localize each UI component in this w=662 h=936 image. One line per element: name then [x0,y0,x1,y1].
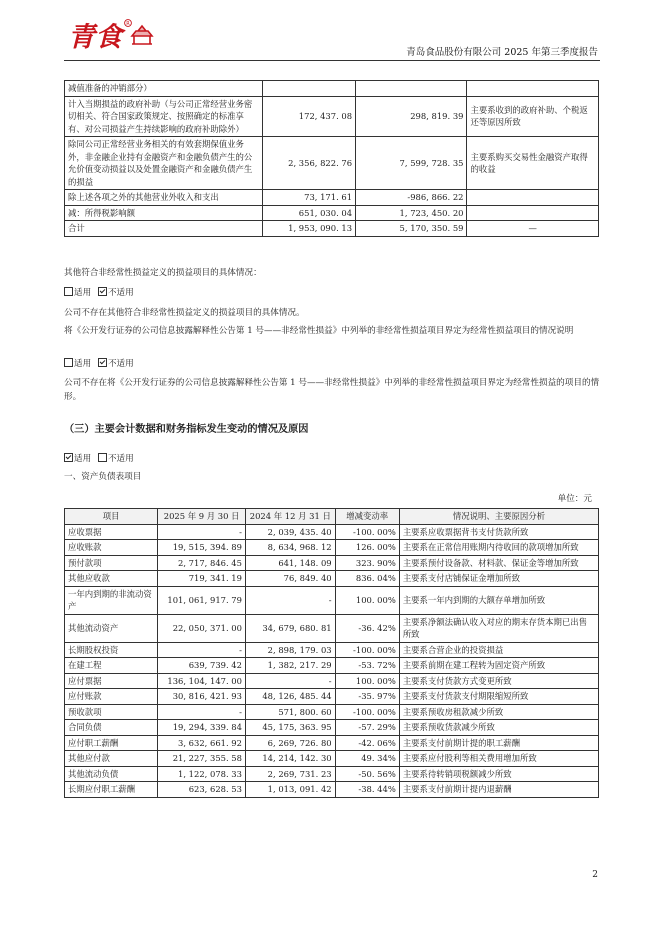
table-row [65,221,599,237]
balance-sheet-subtitle: 一、资产负债表项目 [64,472,142,482]
unit-label: 单位：元 [557,494,592,504]
cell-item: 应付票据 [65,673,158,689]
cell-item: 其他流动资产 [65,614,158,642]
section-title: （三）主要会计数据和财务指标发生变动的情况及原因 [64,424,309,435]
cell-value: -986, 866. 22 [356,190,467,206]
option-label: 适用 [74,288,92,298]
cell-value: 2, 717, 846. 45 [158,555,246,571]
cell-item: 计入当期损益的政府补助（与公司正常经营业务密切相关、符合国家政策规定、按照确定的标准享有、对公司损益产生持续影响的政府补助除外） [65,96,263,137]
cell-value: 3, 632, 661. 92 [158,735,246,751]
cell-value: - [158,524,246,540]
document-title: 青岛食品股份有限公司 2025 年第三季度报告 [406,47,598,58]
cell-value: 639, 739. 42 [158,658,246,674]
cell-item: 应收账款 [65,540,158,556]
cell-value: 21, 227, 355. 58 [158,751,246,767]
cell-value: 1, 382, 217. 29 [245,658,335,674]
cell-value: 19, 294, 339. 84 [158,720,246,736]
cell-item: 在建工程 [65,658,158,674]
table-row [65,571,599,587]
cell-item: 预付款项 [65,555,158,571]
reclassification-heading: 将《公开发行证券的公司信息披露解释性公告第 1 号——非经常性损益》中列举的非经常性损益项目界定为经常性损益项目的情况说明 [64,326,574,336]
section-applicability-options [64,452,600,466]
checkbox-not-applicable[interactable] [98,453,107,462]
cell-item: 合计 [65,221,263,237]
cell-change-rate: 100. 00% [335,586,399,614]
cell-value: - [158,704,246,720]
cell-value: 73, 171. 61 [262,190,355,206]
table-header-row [65,509,599,525]
cell-item: 除同公司正常经营业务相关的有效套期保值业务外，非金融企业持有金融资产和金融负债产生的公允价值变动损益以及处置金融资产和金融负债产生的损益 [65,137,263,190]
table-row [65,658,599,674]
other-items-statement: 公司不存在其他符合非经常性损益定义的损益项目的具体情况。 [64,308,305,318]
cell-value: 7, 599, 728. 35 [356,137,467,190]
column-header: 2025 年 9 月 30 日 [158,509,246,525]
reclassification-statement: 公司不存在将《公开发行证券的公司信息披露解释性公告第 1 号——非经常性损益》中列举的非经常性损益项目界定为经常性损益的项目的情形。 [64,378,600,402]
cell-value: 76, 849. 40 [245,571,335,587]
cell-change-rate: 49. 34% [335,751,399,767]
cell-note: 主要系购买交易性金融资产取得的收益 [467,137,599,190]
cell-item: 合同负债 [65,720,158,736]
cell-value: 22, 050, 371. 00 [158,614,246,642]
cell-value: 6, 269, 726. 80 [245,735,335,751]
cell-change-rate: 126. 00% [335,540,399,556]
cell-change-rate: -100. 00% [335,642,399,658]
cell-note: 主要系支付前期计提内退薪酬 [399,782,598,798]
table-row [65,782,599,798]
cell-value: 2, 269, 731. 23 [245,766,335,782]
cell-value: 2, 356, 822. 76 [262,137,355,190]
table-row [65,96,599,137]
cell-value: 298, 819. 39 [356,96,467,137]
cell-note: 主要系净额法确认收入对应的期末存货本期已出售所致 [399,614,598,642]
cell-value: 1, 122, 078. 33 [158,766,246,782]
checkbox-not-applicable[interactable] [98,287,107,296]
checkbox-not-applicable[interactable] [98,358,107,367]
cell-note: 主要系在正常信用账期内待收回的款项增加所致 [399,540,598,556]
cell-note: 主要系支付店铺保证金增加所致 [399,571,598,587]
table-row [65,751,599,767]
cell-item: 应收票据 [65,524,158,540]
other-items-heading: 其他符合非经常性损益定义的损益项目的具体情况： [64,268,262,278]
cell-value: 48, 126, 485. 44 [245,689,335,705]
cell-note: 主要系合营企业的投资损益 [399,642,598,658]
logo-text: 青食 [68,22,122,53]
cell-note: 主要系应收票据背书支付货款所致 [399,524,598,540]
cell-value: 1, 723, 450. 20 [356,205,467,221]
cell-value: 8, 634, 968. 12 [245,540,335,556]
cell-note: 主要系一年内到期的大额存单增加所致 [399,586,598,614]
cell-note: 主要系收到的政府补助、个税返还等原因所致 [467,96,599,137]
cell-note: — [467,221,599,237]
table-row [65,766,599,782]
cell-value: 623, 628. 53 [158,782,246,798]
cell-note [467,190,599,206]
cell-note: 主要系应付股利等相关费用增加所致 [399,751,598,767]
cell-value: 1, 013, 091. 42 [245,782,335,798]
column-header: 2024 年 12 月 31 日 [245,509,335,525]
non-recurring-gains-table [64,80,599,237]
cell-value: 34, 679, 680. 81 [245,614,335,642]
table-row [65,720,599,736]
table-row [65,524,599,540]
option-label: 适用 [74,359,92,369]
cell-note [467,205,599,221]
cell-item: 应付账款 [65,689,158,705]
page-header [64,10,600,61]
option-label: 不适用 [107,288,134,298]
cell-change-rate: 323. 90% [335,555,399,571]
option-label: 不适用 [107,454,134,464]
cell-value [356,81,467,97]
table-row [65,81,599,97]
option-label: 适用 [74,454,92,464]
cell-item: 一年内到期的非流动资产 [65,586,158,614]
table-row [65,190,599,206]
cell-item: 减值准备的冲销部分） [65,81,263,97]
cell-value: 651, 030. 04 [262,205,355,221]
cell-note: 主要系前期在建工程转为固定资产所致 [399,658,598,674]
table-row [65,614,599,642]
cell-note: 主要系支付货款方式变更所致 [399,673,598,689]
cell-value [262,81,355,97]
cell-value: - [245,586,335,614]
cell-value: 172, 437. 08 [262,96,355,137]
cell-note: 主要系待转销项税额减少所致 [399,766,598,782]
cell-item: 长期股权投资 [65,642,158,658]
cell-item: 其他应付款 [65,751,158,767]
cell-change-rate: -57. 29% [335,720,399,736]
cell-value: - [158,642,246,658]
table-row [65,735,599,751]
cell-change-rate: -50. 56% [335,766,399,782]
cell-item: 减：所得税影响额 [65,205,263,221]
cell-item: 长期应付职工薪酬 [65,782,158,798]
cell-change-rate: -100. 00% [335,704,399,720]
cell-change-rate: -35. 97% [335,689,399,705]
cell-value: 30, 816, 421. 93 [158,689,246,705]
applicability-options [64,286,600,300]
option-label: 不适用 [107,359,134,369]
cell-value: 719, 341. 19 [158,571,246,587]
cell-note: 主要系预付设备款、材料款、保证金等增加所致 [399,555,598,571]
cell-value: 2, 039, 435. 40 [245,524,335,540]
table-row [65,137,599,190]
table-row [65,704,599,720]
column-header: 增减变动率 [335,509,399,525]
cell-change-rate: -100. 00% [335,524,399,540]
table-row [65,540,599,556]
cell-value: 101, 061, 917. 79 [158,586,246,614]
cell-note [467,81,599,97]
cell-note: 主要系支付前期计提的职工薪酬 [399,735,598,751]
cell-change-rate: 100. 00% [335,673,399,689]
page-number: 2 [592,870,598,880]
cell-value: 2, 898, 179. 03 [245,642,335,658]
cell-value: 45, 175, 363. 95 [245,720,335,736]
table-row [65,642,599,658]
column-header: 情况说明、主要原因分析 [399,509,598,525]
column-header: 项目 [65,509,158,525]
cell-note: 主要系预收货款减少所致 [399,720,598,736]
cell-value: 136, 104, 147. 00 [158,673,246,689]
table-row [65,689,599,705]
company-logo [66,14,158,56]
cell-item: 除上述各项之外的其他营业外收入和支出 [65,190,263,206]
cell-note: 主要系预收房租款减少所致 [399,704,598,720]
cell-value: 1, 953, 090. 13 [262,221,355,237]
cell-item: 预收款项 [65,704,158,720]
svg-text:R: R [126,21,130,28]
cell-note: 主要系支付货款支付期限缩短所致 [399,689,598,705]
cell-value: 641, 148. 09 [245,555,335,571]
cell-item: 其他应收款 [65,571,158,587]
checkbox-applicable[interactable] [64,358,73,367]
cell-change-rate: -36. 42% [335,614,399,642]
table-row [65,205,599,221]
cell-change-rate: -42. 06% [335,735,399,751]
cell-item: 其他流动负债 [65,766,158,782]
cell-change-rate: -38. 44% [335,782,399,798]
cell-value: 14, 214, 142. 30 [245,751,335,767]
table-row [65,555,599,571]
balance-sheet-changes-table [64,508,599,798]
cell-value: 19, 515, 394. 89 [158,540,246,556]
checkbox-applicable[interactable] [64,287,73,296]
cell-value: 5, 170, 350. 59 [356,221,467,237]
cell-value: 571, 800. 60 [245,704,335,720]
cell-change-rate: 836. 04% [335,571,399,587]
table-row [65,673,599,689]
cell-change-rate: -53. 72% [335,658,399,674]
checkbox-applicable[interactable] [64,453,73,462]
cell-item: 应付职工薪酬 [65,735,158,751]
cell-value: - [245,673,335,689]
table-row [65,586,599,614]
applicability-options-2 [64,357,600,371]
